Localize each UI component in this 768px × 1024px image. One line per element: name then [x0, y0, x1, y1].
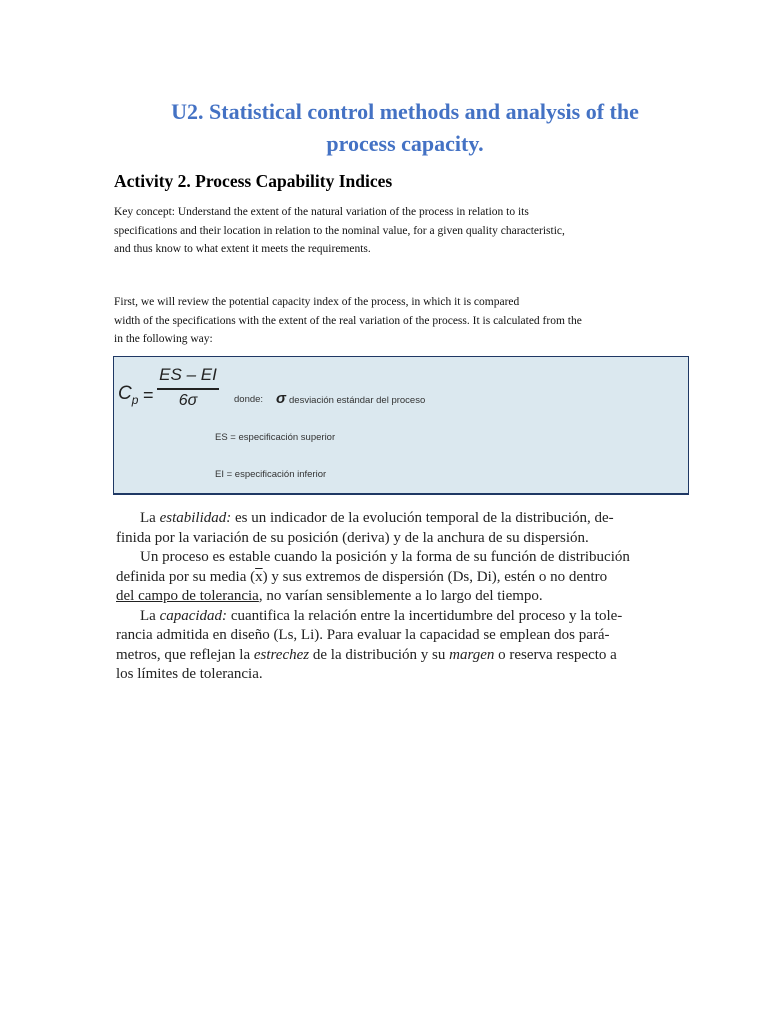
document-title [110, 96, 700, 160]
formula-numerator: ES – EI [159, 365, 217, 384]
text-line: width of the specifications with the extent of the real variation of the process. It is calculated from the [114, 314, 582, 327]
ei-definition: EI = especificación inferior [215, 469, 327, 480]
key-concept-paragraph [114, 203, 674, 259]
fraction-bar [157, 388, 219, 390]
text-line: los límites de tolerancia. [116, 666, 263, 682]
cp-symbol: $C_p$ [118, 383, 139, 407]
cp-formula-figure [113, 356, 689, 495]
text-line: definida por su media $(\overline{x})$ y sus extremos de dispersión (Ds, Di), estén o no dentro [116, 568, 608, 585]
donde-label: donde: [234, 394, 264, 405]
formula-fraction [157, 365, 219, 410]
sigma-symbol: σ [276, 390, 286, 407]
text-line: First, we will review the potential capacity index of the process, in which it is compared [114, 296, 520, 308]
title-line-2: process capacity. [326, 131, 484, 156]
sigma-definition: desviación estándar del proceso [289, 395, 426, 406]
es-definition: ES = especificación superior [215, 432, 336, 443]
text-line: La estabilidad: es un indicador de la evolución temporal de la distribución, de- [140, 510, 614, 526]
title-line-1: U2. Statistical control methods and analysis of the [171, 99, 639, 124]
text-line: La capacidad: cuantifica la relación entre la incertidumbre del proceso y la tole- [140, 607, 623, 624]
spanish-excerpt [116, 509, 662, 685]
text-line: in the following way: [114, 333, 213, 345]
equals-sign: = [143, 385, 154, 405]
text-line: Key concept: Understand the extent of the natural variation of the process in relation to its [114, 206, 529, 218]
text-line: metros, que reflejan la estrechez de la distribución y su margen o reserva respecto a [116, 646, 617, 663]
formula-denominator: 6σ [178, 391, 198, 409]
text-line: Un proceso es estable cuando la posición y la forma de su función de distribución [140, 549, 630, 565]
intro-paragraph [114, 293, 674, 349]
activity-heading: Activity 2. Process Capability Indices [114, 171, 393, 191]
text-line: del campo de tolerancia, no varían sensiblemente a lo largo del tiempo. [116, 588, 543, 604]
text-line: rancia admitida en diseño (Ls, Li). Para evaluar la capacidad se emplean dos pará- [116, 627, 610, 643]
text-line: specifications and their location in relation to the nominal value, for a given quality characteristic, [114, 224, 565, 237]
text-line: finida por la variación de su posición (deriva) y de la anchura de su dispersión. [116, 529, 589, 546]
text-line: and thus know to what extent it meets the requirements. [114, 243, 371, 255]
